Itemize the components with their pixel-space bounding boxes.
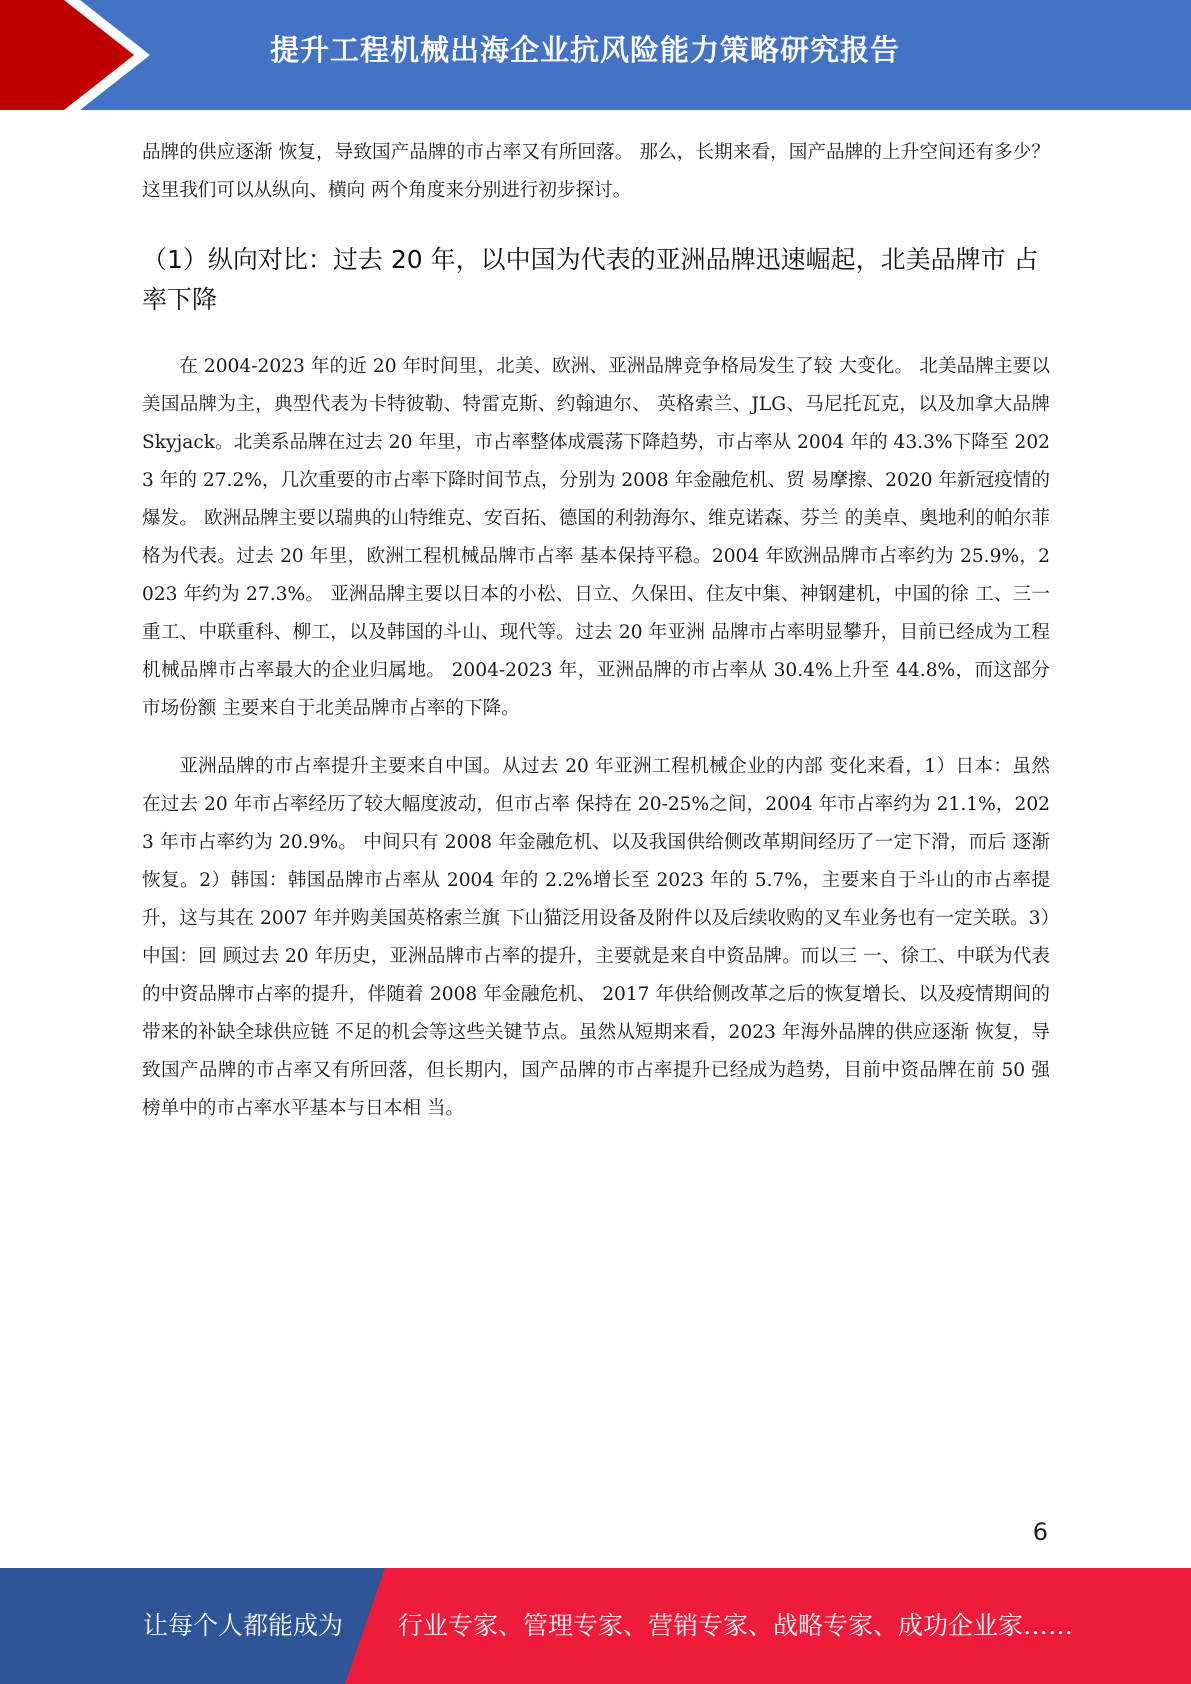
document-body <box>142 134 1050 1128</box>
page-footer <box>0 1568 1191 1684</box>
section-heading: （1）纵向对比：过去 20 年，以中国为代表的亚洲品牌迅速崛起，北美品牌市 占率下降 <box>142 245 1039 314</box>
paragraph-1: 在 2004-2023 年的近 20 年时间里，北美、欧洲、亚洲品牌竞争格局发生了较 大变化。 北美品牌主要以美国品牌为主，典型代表为卡特彼勒、特雷克斯、约翰迪尔、 英格索兰、JLG、马尼托瓦克，以及加拿大品牌 Skyjack。北美系品牌在过去 20 年里，市占率整体成震荡下降趋势，市占率从 2004 年的 43.3%下降至 2023 年的 27.2%，几次重要的市占率下降时间节点，分别为 2008 年金融危机、贸 易摩擦、2020 年新冠疫情的爆发。 欧洲品牌主要以瑞典的山特维克、安百拓、德国的利勃海尔、维克诺森、芬兰 的美卓、奥地利的帕尔菲格为代表。过去 20 年里，欧洲工程机械品牌市占率 基本保持平稳。2004 年欧洲品牌市占率约为 25.9%，2023 年约为 27.3%。 亚洲品牌主要以日本的小松、日立、久保田、住友中集、神钢建机，中国的徐 工、三一重工、中联重科、柳工，以及韩国的斗山、现代等。过去 20 年亚洲 品牌市占率明显攀升，目前已经成为工程机械品牌市占率最大的企业归属地。 2004-2023 年，亚洲品牌的市占率从 30.4%上升至 44.8%，而这部分市场份额 主要来自于北美品牌市占率的下降。 <box>142 356 1050 719</box>
paragraph-2: 亚洲品牌的市占率提升主要来自中国。从过去 20 年亚洲工程机械企业的内部 变化来看，1）日本：虽然在过去 20 年市占率经历了较大幅度波动，但市占率 保持在 20-25%之间，2004 年市占率约为 21.1%，2023 年市占率约为 20.9%。 中间只有 2008 年金融危机、以及我国供给侧改革期间经历了一定下滑，而后 逐渐恢复。2）韩国：韩国品牌市占率从 2004 年的 2.2%增长至 2023 年的 5.7%，主要来自于斗山的市占率提升，这与其在 2007 年并购美国英格索兰旗 下山猫泛用设备及附件以及后续收购的叉车业务也有一定关联。3）中国：回 顾过去 20 年历史，亚洲品牌市占率的提升，主要就是来自中资品牌。而以三 一、徐工、中联为代表的中资品牌市占率的提升，伴随着 2008 年金融危机、 2017 年供给侧改革之后的恢复增长、以及疫情期间的带来的补缺全球供应链 不足的机会等这些关键节点。虽然从短期来看，2023 年海外品牌的供应逐渐 恢复，导致国产品牌的市占率又有所回落，但长期内，国产品牌的市占率提升已经成为趋势，目前中资品牌在前 50 强榜单中的市占率水平基本与日本相 当。 <box>142 756 1050 1119</box>
paragraph-spacer <box>142 728 1050 748</box>
page-number: 6 <box>1032 1518 1048 1546</box>
footer-slogan-right: 行业专家、管理专家、营销专家、战略专家、成功企业家…… <box>398 1611 1074 1640</box>
footer-slogan-left: 让每个人都能成为 <box>143 1611 344 1640</box>
page-header <box>0 0 1191 110</box>
header-arrow-graphic <box>0 0 150 110</box>
report-title: 提升工程机械出海企业抗风险能力策略研究报告 <box>270 33 901 67</box>
intro-paragraph: 品牌的供应逐渐 恢复，导致国产品牌的市占率又有所回落。 那么，长期来看，国产品牌的上升空间还有多少？这里我们可以从纵向、横向 两个角度来分别进行初步探讨。 <box>142 142 1050 201</box>
